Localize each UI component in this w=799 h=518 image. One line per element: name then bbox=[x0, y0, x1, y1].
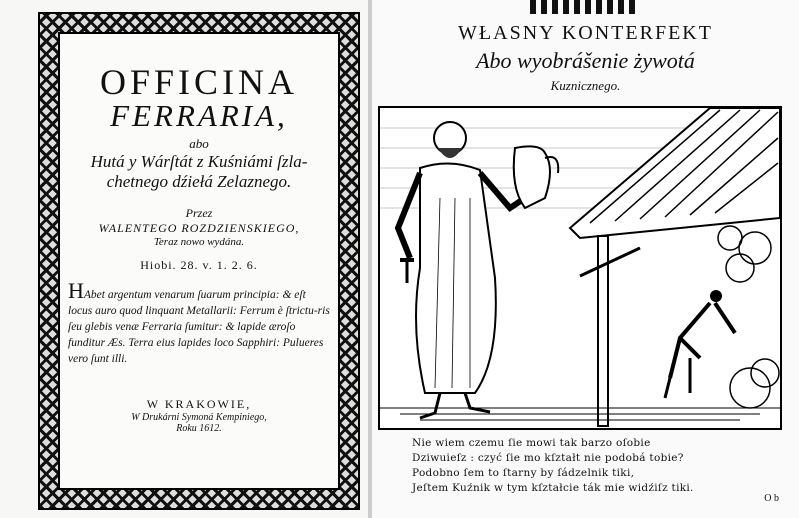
title-line-1: OFFICINA bbox=[99, 62, 299, 102]
imprint-place: W KRAKOWIE, bbox=[146, 397, 252, 411]
woodcut-title-1: WŁASNY KONTERFEKT bbox=[458, 22, 713, 44]
imprint-year: Roku 1612. bbox=[176, 423, 222, 434]
przez-text: Przez bbox=[185, 206, 213, 220]
scripture-reference: Hiobi. 28. v. 1. 2. 6. bbox=[140, 258, 258, 272]
latin-quote bbox=[68, 278, 330, 367]
title-page-text bbox=[58, 32, 340, 490]
blacksmith-woodcut-image bbox=[380, 108, 780, 428]
right-page bbox=[372, 0, 799, 518]
woodcut-illustration bbox=[378, 106, 782, 430]
verse-line: Nie wiem czemu ſie mowi tak barzo oſobie bbox=[412, 437, 651, 449]
woodcut-title-3: Kuznicznego. bbox=[550, 78, 621, 93]
page-signature: O b bbox=[764, 493, 779, 504]
subtitle-line-2: chetnego dźiełá Zelaznego. bbox=[106, 172, 292, 191]
verse-block bbox=[412, 436, 782, 496]
edition-note: Teraz nowo wydána. bbox=[153, 236, 245, 248]
verse-line: Jeſtem Kuźnik w tym kſztałcie ták mie widźiſz tiki. bbox=[412, 482, 694, 494]
abo-text: abo bbox=[189, 136, 209, 151]
woodcut-title-2: Abo wyobrášenie żywotá bbox=[476, 48, 695, 73]
quote-text: Abet argentum venarum ſuarum principia: & eſt locus auro quod linquant Metallarii: Ferrum è ſtrictu-ris ſeu glebis venæ Ferraria ſumitur: & lapide æroſo funditur Æs. Terra eius lapides loco Sapphiri: Pulueres vero ſunt illi. bbox=[68, 289, 330, 365]
author-name: WALENTEGO ROZDZIENSKIEGO, bbox=[98, 221, 300, 235]
ornamental-border bbox=[38, 12, 360, 510]
quote-initial: H bbox=[68, 278, 84, 303]
subtitle-line-1: Hutá y Wárſtát z Kuśniámi ſzla- bbox=[90, 152, 308, 171]
verse-line: Dziwuieſz : czyć ſie mo kſztałt nie podobá tobie? bbox=[412, 452, 684, 464]
header-ornament bbox=[530, 0, 640, 14]
imprint-printer: W Drukárni Symoná Kempiniego, bbox=[131, 412, 267, 423]
title-line-2: FERRARIA, bbox=[110, 98, 288, 133]
verse-line: Podobno ſem to ſtarny by ſádzelnik tiki, bbox=[412, 467, 635, 479]
left-page bbox=[0, 0, 368, 518]
